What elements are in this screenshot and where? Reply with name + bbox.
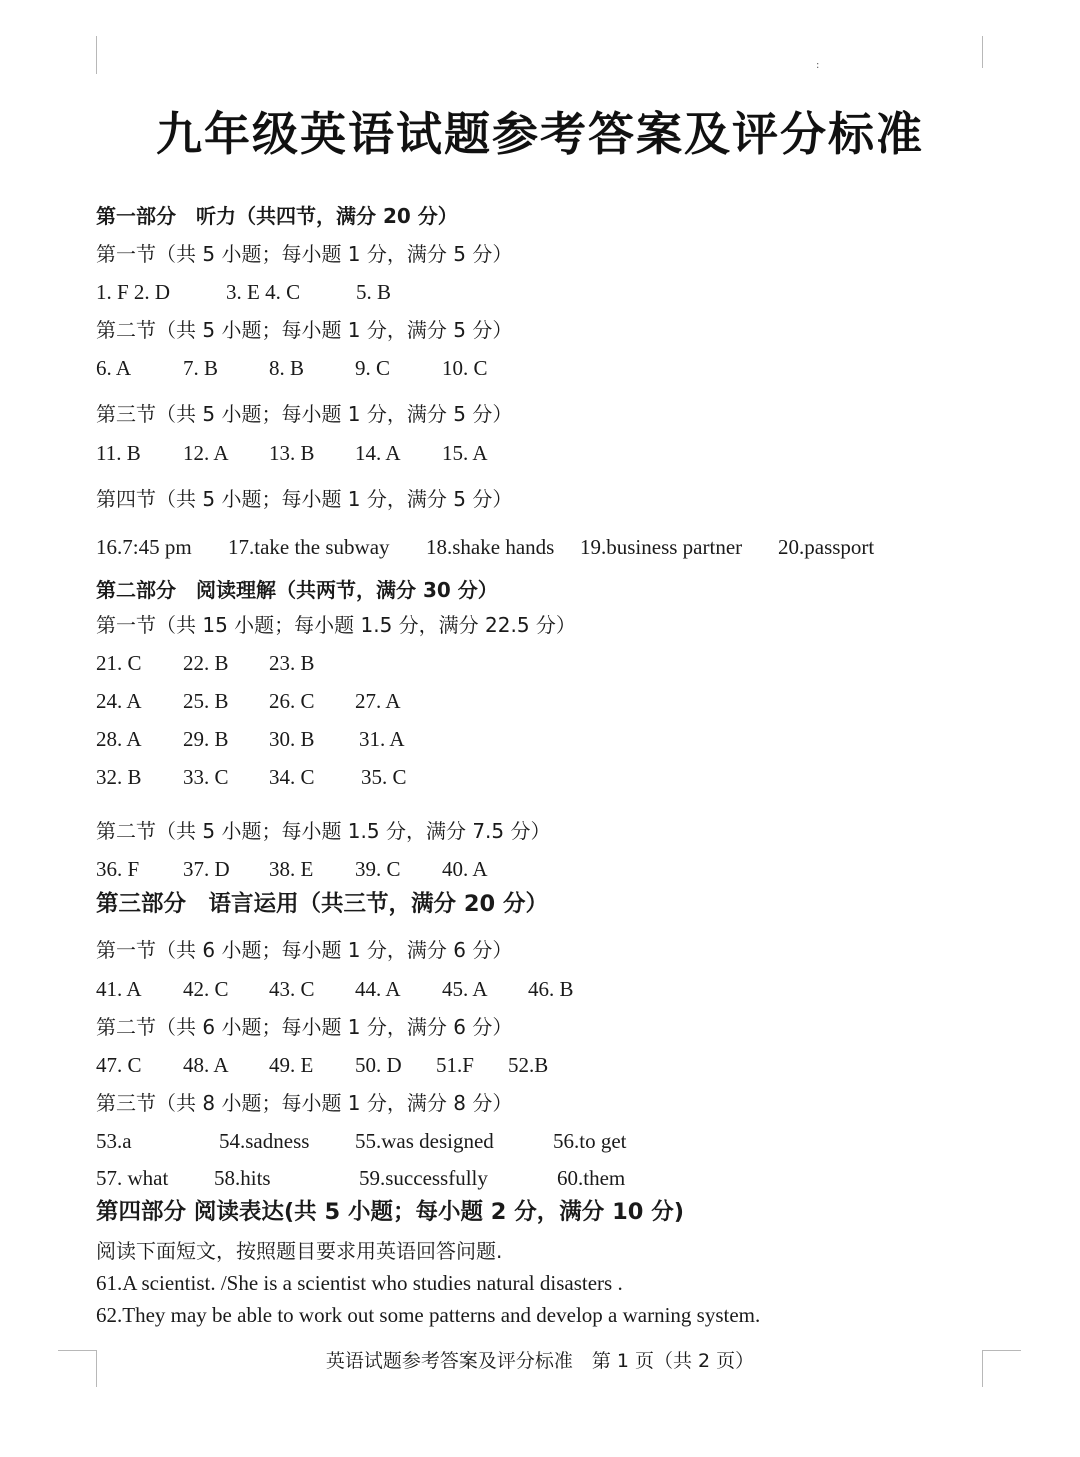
- answer-item: 37. D: [183, 857, 230, 881]
- answer-item: 36. F: [96, 857, 140, 881]
- answer-item: 26. C: [269, 689, 315, 713]
- answer-item: 60.them: [557, 1166, 626, 1190]
- answer-item: 20.passport: [778, 535, 875, 559]
- answer-item: 56.to get: [553, 1129, 627, 1153]
- answer-item: 6. A: [96, 356, 132, 380]
- answer-item: 62.They may be able to work out some patterns and develop a warning system.: [96, 1303, 761, 1327]
- answer-item: 42. C: [183, 977, 229, 1001]
- crop-mark-top-right: [982, 36, 983, 68]
- answer-item: 61.A scientist. /She is a scientist who studies natural disasters .: [96, 1271, 623, 1295]
- answer-item: 39. C: [355, 857, 401, 881]
- answer-item: 45. A: [442, 977, 488, 1001]
- part3-s3-heading: 第三节（共 8 小题；每小题 1 分，满分 8 分）: [96, 1091, 513, 1115]
- page-footer: 英语试题参考答案及评分标准 第 1 页（共 2 页）: [325, 1350, 755, 1372]
- part3-s1-heading: 第一节（共 6 小题；每小题 1 分，满分 6 分）: [96, 938, 513, 962]
- answer-item: 18.shake hands: [426, 535, 555, 559]
- answer-item: 48. A: [183, 1053, 229, 1077]
- answer-item: 57. what: [96, 1166, 169, 1190]
- part1-s2-heading: 第二节（共 5 小题；每小题 1 分，满分 5 分）: [96, 318, 513, 342]
- answer-item: 29. B: [183, 727, 229, 751]
- corner-mark: :: [816, 60, 820, 71]
- answer-item: 15. A: [442, 441, 488, 465]
- part4-instruction: 阅读下面短文，按照题目要求用英语回答问题.: [96, 1239, 503, 1263]
- answer-item: 1. F 2. D: [96, 280, 171, 304]
- answer-item: 41. A: [96, 977, 142, 1001]
- answer-item: 38. E: [269, 857, 314, 881]
- answer-item: 35. C: [361, 765, 407, 789]
- answer-item: 33. C: [183, 765, 229, 789]
- page-title: 九年级英语试题参考答案及评分标准: [156, 107, 924, 161]
- answer-item: 43. C: [269, 977, 315, 1001]
- part2-s1-heading: 第一节（共 15 小题；每小题 1.5 分，满分 22.5 分）: [96, 613, 576, 637]
- answer-item: 55.was designed: [355, 1129, 494, 1153]
- part4-heading: 第四部分 阅读表达(共 5 小题；每小题 2 分，满分 10 分): [96, 1199, 685, 1225]
- answer-item: 8. B: [269, 356, 305, 380]
- answer-item: 53.a: [96, 1129, 132, 1153]
- part1-s3-heading: 第三节（共 5 小题；每小题 1 分，满分 5 分）: [96, 402, 513, 426]
- answer-item: 16.7:45 pm: [96, 535, 192, 559]
- answer-item: 28. A: [96, 727, 142, 751]
- answer-item: 11. B: [96, 441, 141, 465]
- answer-item: 12. A: [183, 441, 229, 465]
- answer-item: 3. E 4. C: [226, 280, 301, 304]
- part1-s1-heading: 第一节（共 5 小题；每小题 1 分，满分 5 分）: [96, 242, 513, 266]
- answer-item: 19.business partner: [580, 535, 743, 559]
- answer-item: 52.B: [508, 1053, 549, 1077]
- answer-item: 32. B: [96, 765, 142, 789]
- answer-item: 30. B: [269, 727, 315, 751]
- answer-item: 59.successfully: [359, 1166, 488, 1190]
- answer-item: 51.F: [436, 1053, 474, 1077]
- answer-item: 9. C: [355, 356, 391, 380]
- answer-item: 27. A: [355, 689, 401, 713]
- answer-item: 40. A: [442, 857, 488, 881]
- answer-item: 22. B: [183, 651, 229, 675]
- part2-s2-heading: 第二节（共 5 小题；每小题 1.5 分，满分 7.5 分）: [96, 819, 551, 843]
- answer-item: 21. C: [96, 651, 142, 675]
- answer-item: 10. C: [442, 356, 488, 380]
- answer-item: 54.sadness: [219, 1129, 310, 1153]
- answer-item: 31. A: [359, 727, 405, 751]
- answer-item: 5. B: [356, 280, 392, 304]
- part1-heading: 第一部分 听力（共四节，满分 20 分）: [96, 204, 458, 228]
- part2-heading: 第二部分 阅读理解（共两节，满分 30 分）: [96, 578, 498, 602]
- part3-heading: 第三部分 语言运用（共三节，满分 20 分）: [96, 891, 548, 917]
- answer-item: 7. B: [183, 356, 219, 380]
- answer-item: 13. B: [269, 441, 315, 465]
- answer-item: 23. B: [269, 651, 315, 675]
- answer-item: 17.take the subway: [228, 535, 390, 559]
- answer-item: 47. C: [96, 1053, 142, 1077]
- answer-item: 34. C: [269, 765, 315, 789]
- answer-item: 25. B: [183, 689, 229, 713]
- crop-mark-top-left: [96, 36, 97, 74]
- answer-item: 24. A: [96, 689, 142, 713]
- part1-s4-heading: 第四节（共 5 小题；每小题 1 分，满分 5 分）: [96, 487, 513, 511]
- answer-item: 58.hits: [214, 1166, 271, 1190]
- answer-item: 14. A: [355, 441, 401, 465]
- answer-item: 44. A: [355, 977, 401, 1001]
- answer-item: 46. B: [528, 977, 574, 1001]
- answer-item: 50. D: [355, 1053, 402, 1077]
- part3-s2-heading: 第二节（共 6 小题；每小题 1 分，满分 6 分）: [96, 1015, 513, 1039]
- answer-item: 49. E: [269, 1053, 314, 1077]
